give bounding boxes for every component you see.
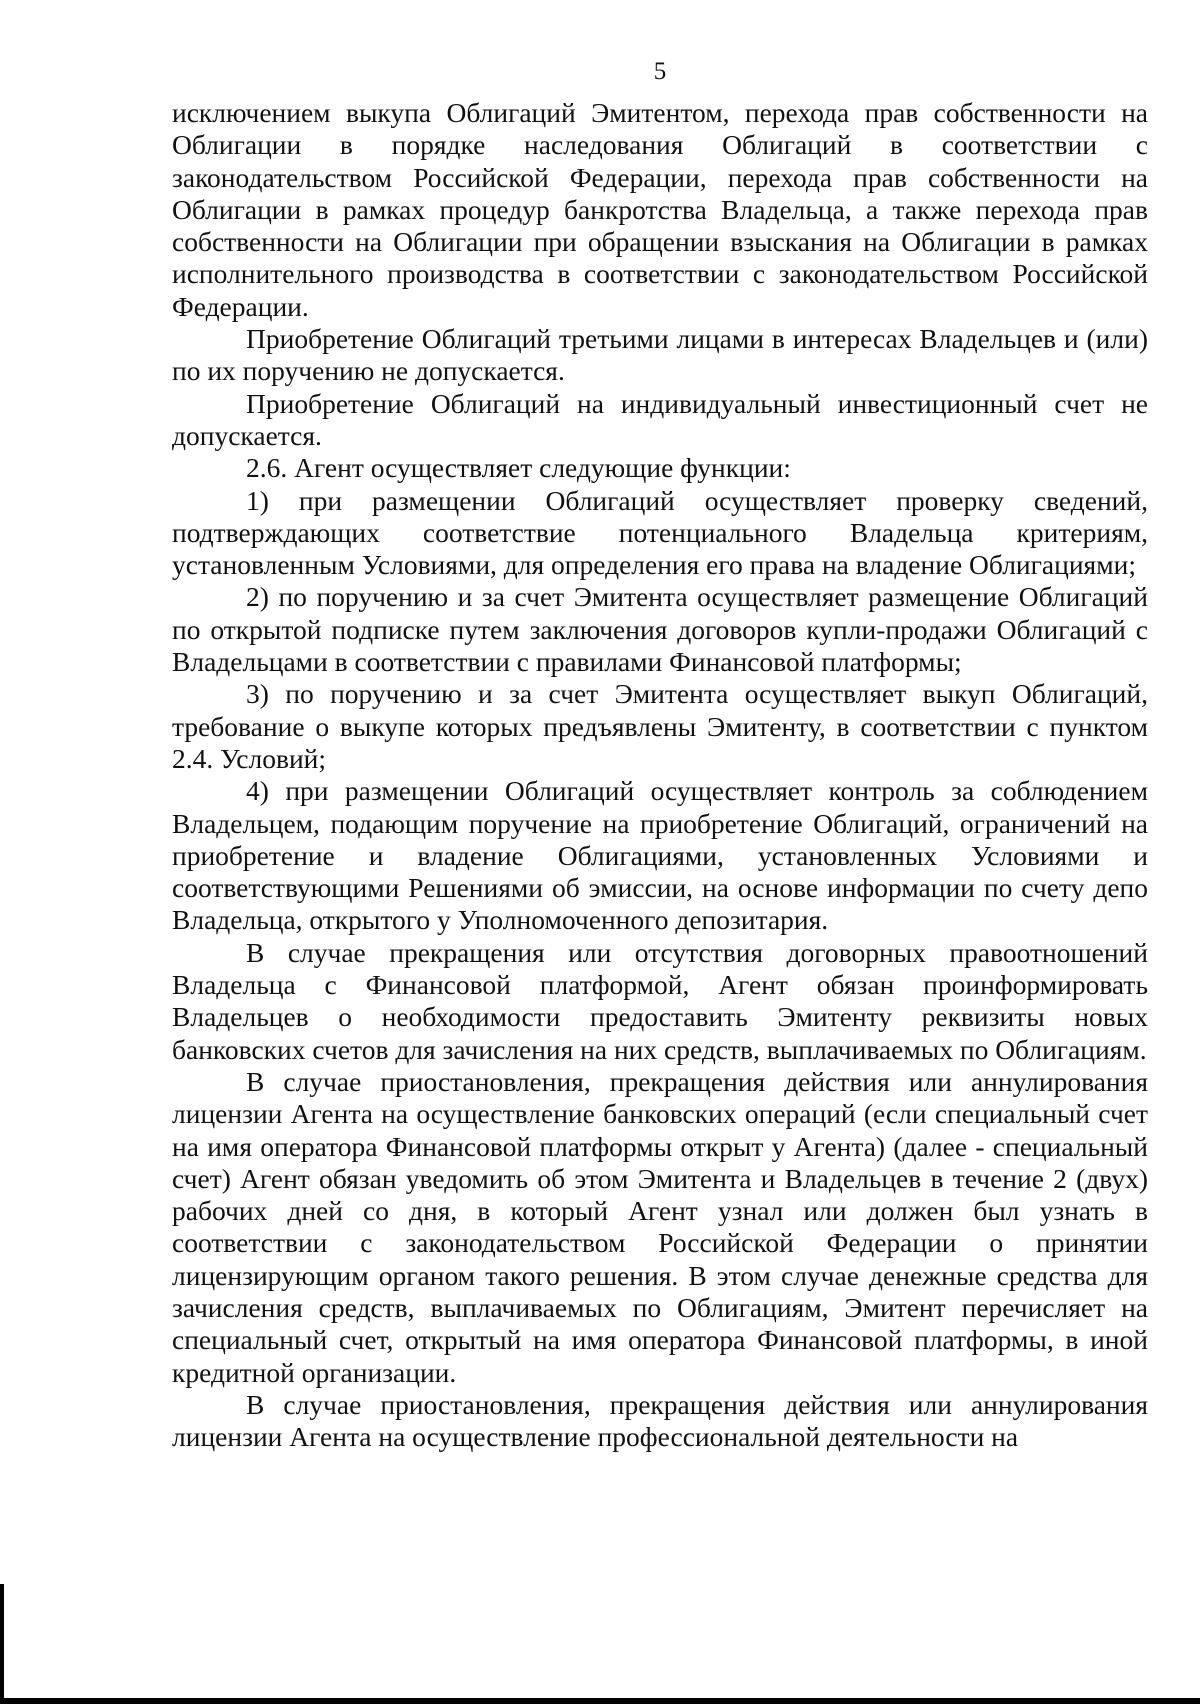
- list-item-2: 2) по поручению и за счет Эмитента осуществляет размещение Облигаций по открытой подписке путем заключения договоров купли-продажи Облигаций с Владельцами в соответствии с правилами Финансовой платформы;: [172, 581, 1148, 678]
- paragraph-continuation: исключением выкупа Облигаций Эмитентом, перехода прав собственности на Облигации в порядке наследования Облигаций в соответствии с законодательством Российской Федерации, перехода прав собственности на Облигации в рамках процедур банкротства Владельца, а также перехода прав собственности на Облигации при обращении взыскания на Облигации в рамках исполнительного производства в соответствии с законодательством Российской Федерации.: [172, 97, 1148, 322]
- list-item-1: 1) при размещении Облигаций осуществляет проверку сведений, подтверждающих соответствие потенциального Владельца критериям, установленным Условиями, для определения его права на владение Облигациями;: [172, 484, 1148, 581]
- scan-edge-bottom: [0, 1698, 1200, 1704]
- list-item-4: 4) при размещении Облигаций осуществляет контроль за соблюдением Владельцем, подающим поручение на приобретение Облигаций, ограничений на приобретение и владение Облигациями, установленных Условиями и соответствующими Решениями об эмиссии, на основе информации по счету депо Владельца, открытого у Уполномоченного депозитария.: [172, 775, 1148, 936]
- paragraph-license-banking: В случае приостановления, прекращения действия или аннулирования лицензии Агента на осуществление банковских операций (если специальный счет на имя оператора Финансовой платформы открыт у Агента) (далее - специальный счет) Агент обязан уведомить об этом Эмитента и Владельцев в течение 2 (двух) рабочих дней со дня, в который Агент узнал или должен был узнать в соответствии с законодательством Российской Федерации о принятии лицензирующим органом такого решения. В этом случае денежные средства для зачисления средств, выплачиваемых по Облигациям, Эмитент перечисляет на специальный счет, открытый на имя оператора Финансовой платформы, в иной кредитной организации.: [172, 1065, 1148, 1388]
- paragraph-termination: В случае прекращения или отсутствия договорных правоотношений Владельца с Финансовой платформой, Агент обязан проинформировать Владельцев о необходимости предоставить Эмитенту реквизиты новых банковских счетов для зачисления на них средств, выплачиваемых по Облигациям.: [172, 936, 1148, 1065]
- scan-edge-left: [0, 1584, 4, 1704]
- document-body: [172, 97, 1148, 1453]
- paragraph-license-professional: В случае приостановления, прекращения действия или аннулирования лицензии Агента на осуществление профессиональной деятельности на: [172, 1388, 1148, 1453]
- page-number: 5: [653, 58, 667, 85]
- paragraph-third-parties: Приобретение Облигаций третьими лицами в интересах Владельцев и (или) по их поручению не допускается.: [172, 323, 1148, 387]
- section-heading-2-6: 2.6. Агент осуществляет следующие функции:: [246, 452, 791, 484]
- paragraph-iis: Приобретение Облигаций на индивидуальный инвестиционный счет не допускается.: [172, 387, 1148, 451]
- list-item-3: 3) по поручению и за счет Эмитента осуществляет выкуп Облигаций, требование о выкупе которых предъявлены Эмитенту, в соответствии с пунктом 2.4. Условий;: [172, 678, 1148, 774]
